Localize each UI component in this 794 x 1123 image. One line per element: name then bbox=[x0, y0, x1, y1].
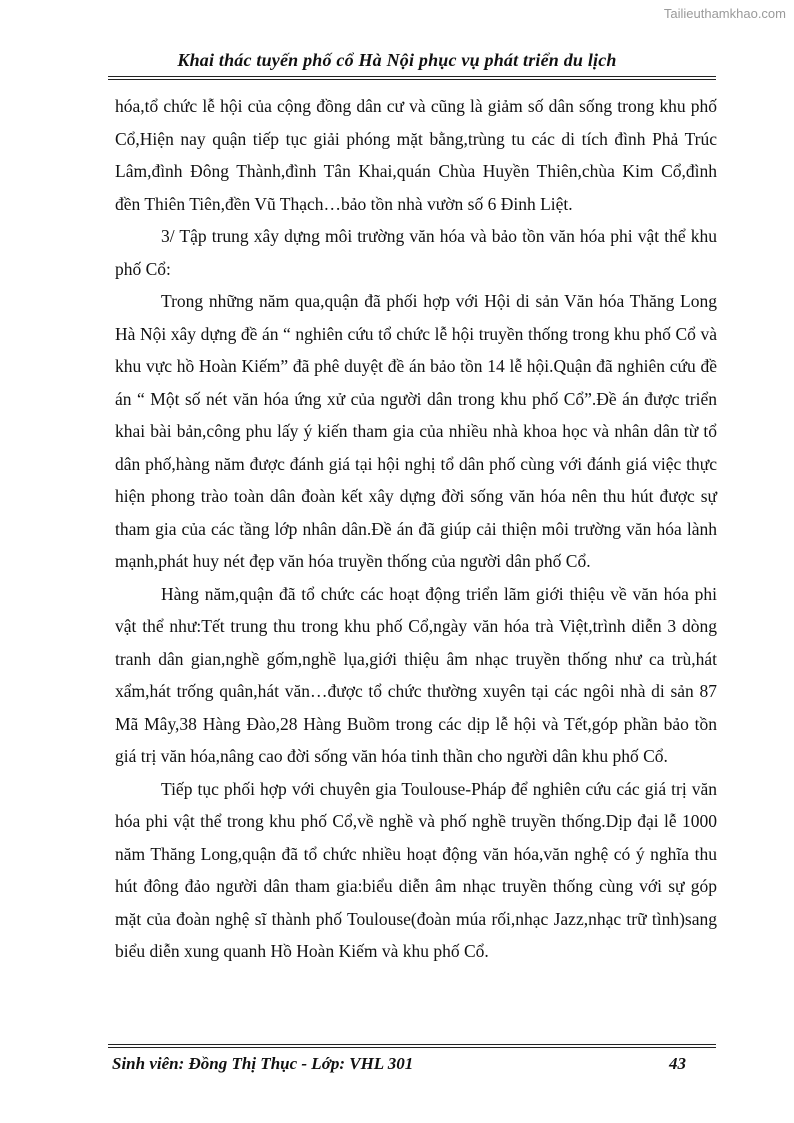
header-divider bbox=[108, 76, 716, 80]
footer-student-info: Sinh viên: Đồng Thị Thục - Lớp: VHL 301 bbox=[112, 1054, 414, 1073]
paragraph-1: hóa,tổ chức lễ hội của cộng đồng dân cư và cũng là giảm số dân sống trong khu phố Cổ,Hiện nay quận tiếp tục giải phóng mặt bằng,trùng tu các di tích đình Phả Trúc Lâm,đình Đông Thành,đình Tân Khai,quán Chùa Huyền Thiên,chùa Kim Cổ,đình đền Thiên Tiên,đền Vũ Thạch…bảo tồn nhà vườn số 6 Đinh Liệt. bbox=[115, 96, 717, 214]
document-body bbox=[115, 90, 717, 968]
paragraph-3: Hàng năm,quận đã tổ chức các hoạt động triển lãm giới thiệu về văn hóa phi vật thể như:Tết trung thu trong khu phố Cổ,ngày văn hóa trà Việt,trình diễn 3 dòng tranh dân gian,nghề gốm,nghề lụa,giới thiệu âm nhạc truyền thống như ca trù,hát xẩm,hát trống quân,hát văn…được tổ chức thường xuyên tại các ngôi nhà di sản 87 Mã Mây,38 Hàng Đào,28 Hàng Buồm trong các dịp lễ hội và Tết,góp phần bảo tồn giá trị văn hóa,nâng cao đời sống văn hóa tinh thần cho người dân khu phố Cổ. bbox=[115, 583, 717, 766]
section-heading: 3/ Tập trung xây dựng môi trường văn hóa và bảo tồn văn hóa phi vật thể khu phố Cổ: bbox=[115, 226, 717, 279]
watermark-text: Tailieuthamkhao.com bbox=[663, 6, 786, 21]
page-header-title: Khai thác tuyến phố cổ Hà Nội phục vụ phát triển du lịch bbox=[177, 50, 617, 70]
paragraph-4: Tiếp tục phối hợp với chuyên gia Toulouse-Pháp để nghiên cứu các giá trị văn hóa phi vật thể trong khu phố Cổ,về nghề và phố nghề truyền thống.Dịp đại lễ 1000 năm Thăng Long,quận đã tổ chức nhiều hoạt động văn hóa,văn nghệ có ý nghĩa thu hút đông đảo người dân tham gia:biểu diễn âm nhạc truyền thống cùng với sự góp mặt của đoàn nghệ sĩ thành phố Toulouse(đoàn múa rối,nhạc Jazz,nhạc trữ tình)sang biểu diễn xung quanh Hồ Hoàn Kiếm và khu phố Cổ. bbox=[115, 778, 717, 961]
paragraph-2: Trong những năm qua,quận đã phối hợp với Hội di sản Văn hóa Thăng Long Hà Nội xây dựng đề án “ nghiên cứu tổ chức lễ hội truyền thống trong khu phố Cổ và khu vực hồ Hoàn Kiếm” đã phê duyệt đề án bảo tồn 14 lễ hội.Quận đã nghiên cứu đề án “ Một số nét văn hóa ứng xử của người dân trong khu phố Cổ”.Đề án được triển khai bài bản,công phu lấy ý kiến tham gia của nhiều nhà khoa học và nhân dân từ tổ dân phố,hàng năm được đánh giá tại hội nghị tổ dân phố cùng với đánh giá việc thực hiện phong trào toàn dân đoàn kết xây dựng đời sống văn hóa nên thu hút được sự tham gia của các tầng lớp nhân dân.Đề án đã giúp cải thiện môi trường văn hóa lành mạnh,phát huy nét đẹp văn hóa truyền thống của người dân phố Cổ. bbox=[115, 291, 717, 571]
page-number: 43 bbox=[669, 1054, 686, 1073]
footer-divider bbox=[108, 1044, 716, 1048]
